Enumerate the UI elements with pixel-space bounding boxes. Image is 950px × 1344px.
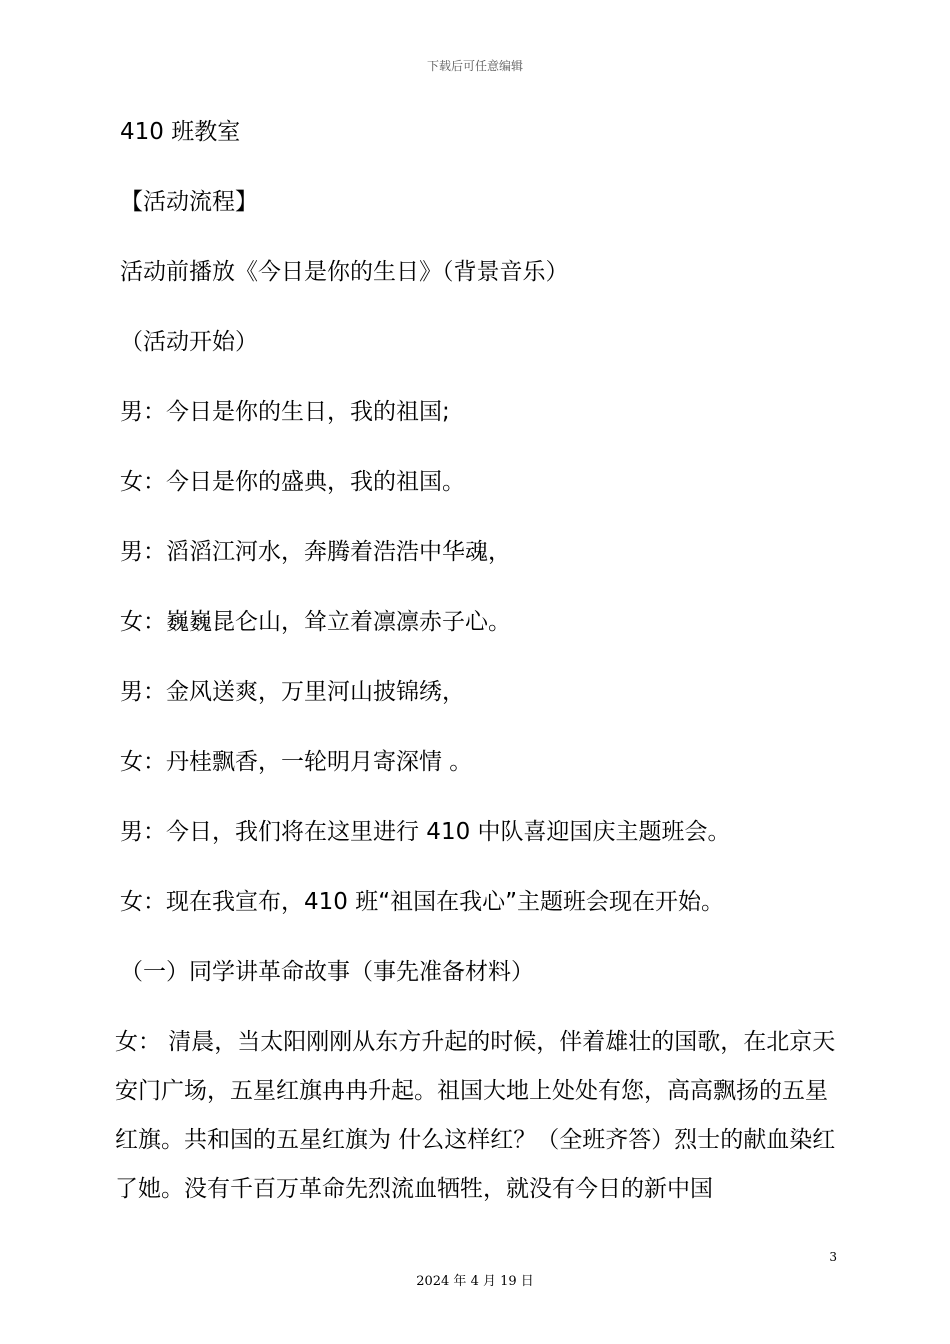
- text-line-11: 男：今日，我们将在这里进行 410 中队喜迎国庆主题班会。: [120, 819, 731, 845]
- text-line-9: 男：金风送爽，万里河山披锦绣，: [120, 679, 465, 705]
- text-line-13: （一）同学讲革命故事（事先准备材料）: [120, 959, 534, 985]
- page-number: 3: [829, 1250, 837, 1264]
- text-line-3: 活动前播放《今日是你的生日》（背景音乐）: [120, 259, 569, 285]
- text-line-8: 女：巍巍昆仑山，耸立着凛凛赤子心。: [120, 609, 511, 635]
- text-line-4: （活动开始）: [120, 329, 258, 355]
- page-header-note: 下载后可任意编辑: [426, 59, 523, 73]
- text-line-12: 女：现在我宣布，410 班“祖国在我心”主题班会现在开始。: [120, 889, 725, 915]
- text-line-6: 女：今日是你的盛典，我的祖国。: [120, 469, 465, 495]
- story-paragraph: 女： 清晨，当太阳刚刚从东方升起的时候，伴着雄壮的国歌，在北京天安门广场，五星红旗冉冉升起。祖国大地上处处有您，高高飘扬的五星红旗。共和国的五星红旗为 什么这样红？（全班齐答）烈士的献血染红了她。没有千百万革命先烈流血牺牲，就没有今日的新中国: [115, 1029, 836, 1202]
- text-line-5: 男：今日是你的生日，我的祖国;: [120, 399, 450, 425]
- text-line-1: 410 班教室: [120, 119, 241, 145]
- text-line-7: 男：滔滔江河水，奔腾着浩浩中华魂，: [120, 539, 511, 565]
- text-line-10: 女：丹桂飘香，一轮明月寄深情 。: [120, 749, 473, 775]
- footer-date: 2024 年 4 月 19 日: [416, 1274, 534, 1289]
- text-line-2: 【活动流程】: [120, 189, 258, 215]
- document-body: [120, 112, 840, 1022]
